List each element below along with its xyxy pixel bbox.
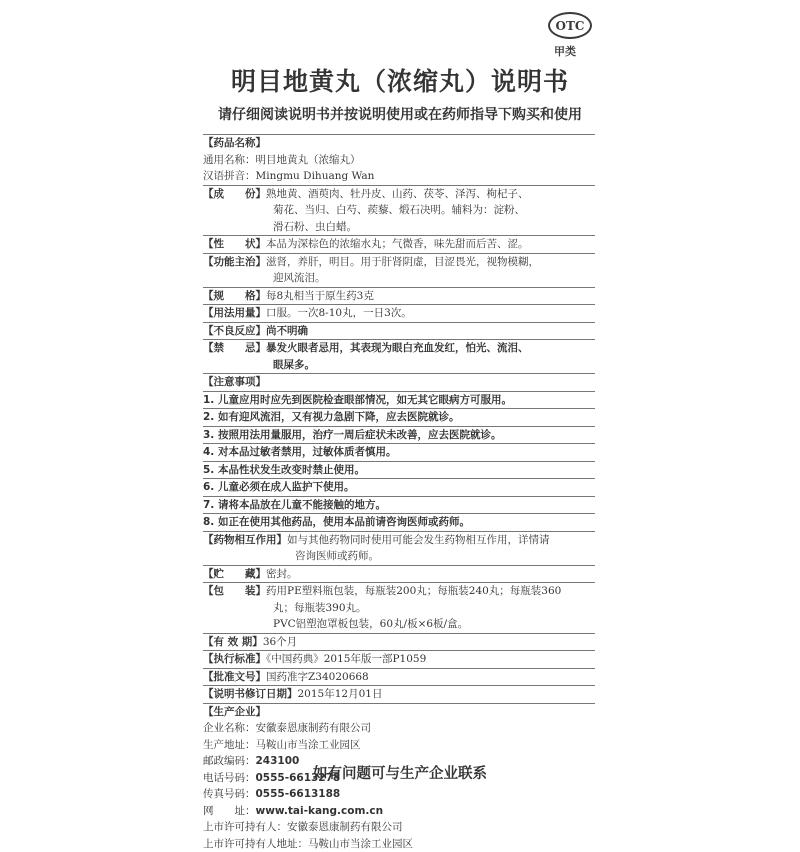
package-line-3: PVC铝塑泡罩板包装，60丸/板×6板/盒。 bbox=[203, 616, 595, 633]
license-holder-row: 上市许可持有人：安徽泰恩康制药有限公司 bbox=[203, 819, 595, 836]
revision-row: 【说明书修订日期】2015年12月01日 bbox=[203, 685, 595, 703]
package-line-2: 丸；每瓶装390丸。 bbox=[203, 600, 595, 617]
package-row: 【包 装】药用PE塑料瓶包装，每瓶装200丸；每瓶装240丸；每瓶装360 bbox=[203, 582, 595, 600]
ingredients-row: 【成 份】熟地黄、酒萸肉、牡丹皮、山药、茯苓、泽泻、枸杞子、 bbox=[203, 185, 595, 203]
page-subtitle: 请仔细阅读说明书并按说明使用或在药师指导下购买和使用 bbox=[0, 104, 800, 124]
zip-row: 邮政编码：243100 bbox=[203, 753, 595, 770]
contraindication-row: 【禁 忌】暴发火眼者忌用，其表现为眼白充血发红，怕光、流泪、 bbox=[203, 339, 595, 357]
otc-badge-text: OTC bbox=[556, 19, 585, 33]
adverse-row: 【不良反应】尚不明确 bbox=[203, 322, 595, 340]
common-name-row: 通用名称：明目地黄丸（浓缩丸） bbox=[203, 152, 595, 169]
ingredients-line-3: 滑石粉、虫白蜡。 bbox=[203, 219, 595, 236]
precautions-header: 【注意事项】 bbox=[203, 373, 595, 391]
precaution-item: 8. 如正在使用其他药品，使用本品前请咨询医师或药师。 bbox=[203, 513, 595, 531]
validity-row: 【有 效 期】36个月 bbox=[203, 633, 595, 651]
usage-row: 【用法用量】口服。一次8-10丸，一日3次。 bbox=[203, 304, 595, 322]
interaction-row: 【药物相互作用】如与其他药物同时使用可能会发生药物相互作用，详情请 bbox=[203, 531, 595, 549]
precaution-item: 1. 儿童应用时应先到医院检查眼部情况，如无其它眼病方可服用。 bbox=[203, 391, 595, 409]
company-name-row: 企业名称：安徽泰恩康制药有限公司 bbox=[203, 720, 595, 737]
precaution-item: 3. 按照用法用量服用，治疗一周后症状未改善，应去医院就诊。 bbox=[203, 426, 595, 444]
precaution-item: 6. 儿童必须在成人监护下使用。 bbox=[203, 478, 595, 496]
contraindication-line-2: 眼屎多。 bbox=[203, 357, 595, 374]
otc-badge bbox=[548, 12, 592, 39]
interaction-line-2: 咨询医师或药师。 bbox=[203, 548, 595, 565]
precaution-item: 2. 如有迎风流泪，又有视力急剧下降，应去医院就诊。 bbox=[203, 408, 595, 426]
ingredients-line-2: 菊花、当归、白芍、蒺藜、煅石决明。辅料为：淀粉、 bbox=[203, 202, 595, 219]
precaution-item: 5. 本品性状发生改变时禁止使用。 bbox=[203, 461, 595, 479]
address-row: 生产地址：马鞍山市当涂工业园区 bbox=[203, 737, 595, 754]
function-line-2: 迎风流泪。 bbox=[203, 270, 595, 287]
website-row: 网 址：www.tai-kang.com.cn bbox=[203, 803, 595, 820]
leaflet-body bbox=[203, 134, 595, 852]
approval-row: 【批准文号】国药准字Z34020668 bbox=[203, 668, 595, 686]
storage-row: 【贮 藏】密封。 bbox=[203, 565, 595, 583]
manufacturer-header: 【生产企业】 bbox=[203, 703, 595, 721]
fax-row: 传真号码：0555-6613188 bbox=[203, 786, 595, 803]
pinyin-row: 汉语拼音：Mingmu Dihuang Wan bbox=[203, 168, 595, 185]
phone-row: 电话号码：0555-6613278 bbox=[203, 770, 595, 787]
drug-name-header: 【药品名称】 bbox=[203, 134, 595, 152]
function-row: 【功能主治】滋肾，养肝，明目。用于肝肾阴虚，目涩畏光，视物模糊， bbox=[203, 253, 595, 271]
character-row: 【性 状】本品为深棕色的浓缩水丸；气微香，味先甜而后苦、涩。 bbox=[203, 235, 595, 253]
otc-category: 甲类 bbox=[554, 43, 576, 59]
license-holder-address-row: 上市许可持有人地址：马鞍山市当涂工业园区 bbox=[203, 836, 595, 852]
page-title: 明目地黄丸（浓缩丸）说明书 bbox=[0, 62, 800, 98]
standard-row: 【执行标准】《中国药典》2015年版一部P1059 bbox=[203, 650, 595, 668]
footer-contact-note: 如有问题可与生产企业联系 bbox=[0, 762, 800, 783]
spec-row: 【规 格】每8丸相当于原生药3克 bbox=[203, 287, 595, 305]
precaution-item: 7. 请将本品放在儿童不能接触的地方。 bbox=[203, 496, 595, 514]
precaution-item: 4. 对本品过敏者禁用，过敏体质者慎用。 bbox=[203, 443, 595, 461]
